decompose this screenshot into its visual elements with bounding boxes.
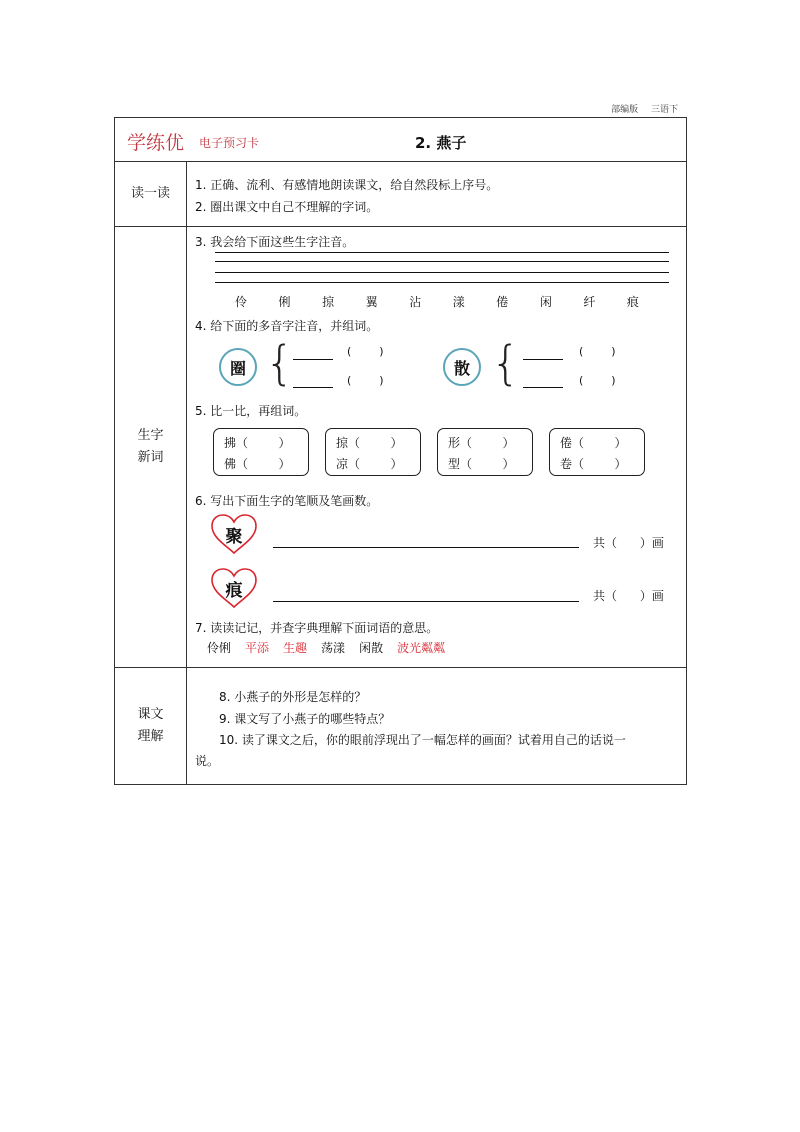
section-understand [115, 668, 686, 784]
pinyin-line [215, 282, 669, 283]
answer-blank[interactable] [293, 387, 333, 388]
stroke-count: 共（ ）画 [593, 589, 664, 603]
pinyin-line [215, 272, 669, 273]
stroke-char: 痕 [225, 581, 243, 601]
vocab-word: 生趣 [283, 641, 308, 655]
stroke-order-line[interactable] [273, 601, 579, 602]
section-label-words-2: 新词 [137, 450, 164, 465]
section-words [115, 227, 686, 668]
section-label-words [115, 227, 187, 667]
section-label-understand-2: 理解 [137, 729, 164, 744]
polyphone-circle: 圈 [219, 348, 257, 386]
edition-label: 部编版 三语下 [611, 105, 678, 115]
section-label-understand [115, 668, 187, 784]
task-2: 2. 圈出课文中自己不理解的字词。 [195, 200, 379, 214]
vocab-word: 波光粼粼 [397, 641, 446, 655]
stroke-count: 共（ ）画 [593, 536, 664, 550]
card-header [115, 118, 686, 162]
pinyin-line [215, 252, 669, 253]
compare-item: 形（ ） [448, 436, 515, 450]
compare-item: 拂（ ） [224, 436, 291, 450]
stroke-char: 聚 [225, 527, 243, 547]
character: 沾 [409, 295, 422, 309]
pinyin-paren: ( ) [579, 345, 616, 358]
brand-logo: 学练优 [127, 132, 185, 154]
stroke-order-line[interactable] [273, 547, 579, 548]
card-type: 电子预习卡 [199, 136, 260, 150]
task-6: 6. 写出下面生字的笔顺及笔画数。 [195, 494, 379, 508]
answer-blank[interactable] [523, 387, 563, 388]
compare-item: 佛（ ） [224, 457, 291, 471]
task-7: 7. 读读记记，并查字典理解下面词语的意思。 [195, 621, 439, 635]
compare-box [213, 428, 309, 476]
character: 闲 [539, 295, 552, 309]
vocab-word: 闲散 [359, 641, 384, 655]
character: 翼 [365, 295, 378, 309]
task-5: 5. 比一比，再组词。 [195, 404, 307, 418]
preview-card [114, 117, 687, 785]
task-3: 3. 我会给下面这些生字注音。 [195, 235, 355, 249]
compare-box [437, 428, 533, 476]
vocab-word: 荡漾 [321, 641, 346, 655]
section-label-read: 读一读 [115, 162, 187, 226]
lesson-title: 2. 燕子 [415, 134, 467, 152]
compare-item: 倦（ ） [560, 436, 627, 450]
character: 纤 [583, 295, 596, 309]
new-characters [235, 293, 639, 310]
compare-item: 掠（ ） [336, 436, 403, 450]
character: 掠 [322, 295, 335, 309]
pinyin-paren: ( ) [579, 374, 616, 387]
character: 伶 [235, 295, 248, 309]
answer-blank[interactable] [293, 359, 333, 360]
character: 漾 [452, 295, 465, 309]
vocab-word: 伶俐 [207, 641, 232, 655]
compare-item: 凉（ ） [336, 457, 403, 471]
character: 俐 [278, 295, 291, 309]
task-10: 10. 读了课文之后，你的眼前浮现出了一幅怎样的画面？试着用自己的话说一 [219, 733, 626, 747]
compare-box [325, 428, 421, 476]
task-1: 1. 正确、流利、有感情地朗读课文，给自然段标上序号。 [195, 178, 499, 192]
task-8: 8. 小燕子的外形是怎样的？ [219, 690, 367, 704]
brace-icon: { [265, 336, 295, 390]
pinyin-paren: ( ) [347, 374, 384, 387]
task-10-continued: 说。 [195, 754, 220, 768]
polyphone-circle: 散 [443, 348, 481, 386]
compare-box [549, 428, 645, 476]
section-label-understand-1: 课文 [137, 707, 164, 722]
task-9: 9. 课文写了小燕子的哪些特点？ [219, 712, 391, 726]
section-read [115, 162, 686, 227]
pinyin-line [215, 261, 669, 262]
pinyin-paren: ( ) [347, 345, 384, 358]
character: 倦 [496, 295, 509, 309]
compare-item: 卷（ ） [560, 457, 627, 471]
character: 痕 [626, 295, 639, 309]
task-4: 4. 给下面的多音字注音，并组词。 [195, 319, 379, 333]
vocab-word: 平添 [245, 641, 270, 655]
section-label-words-1: 生字 [137, 428, 164, 443]
vocab-list [207, 639, 445, 656]
brace-icon: { [491, 336, 521, 390]
compare-item: 型（ ） [448, 457, 515, 471]
answer-blank[interactable] [523, 359, 563, 360]
